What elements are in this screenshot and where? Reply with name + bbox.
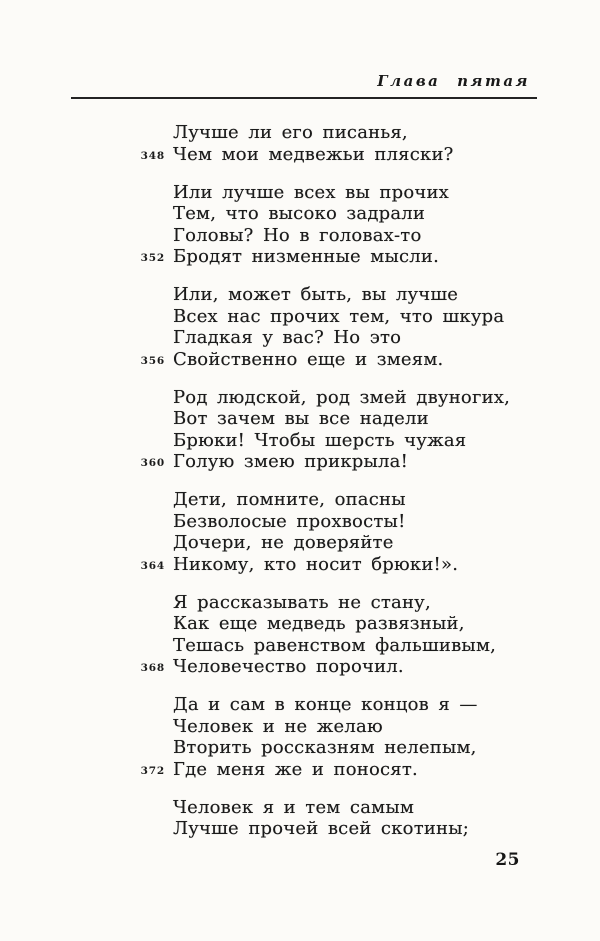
verse-text: Род людской, род змей двуногих, <box>173 386 511 408</box>
verse-text: Всех нас прочих тем, что шкура <box>173 305 505 327</box>
verse-line <box>0 225 600 247</box>
verse-text: Дети, помните, опасны <box>173 489 406 510</box>
verse-line <box>0 430 600 452</box>
verse-text: Бродят низменные мысли. <box>173 246 440 267</box>
verse-line <box>0 532 600 554</box>
poem-body <box>0 122 600 856</box>
verse-text: Где меня же и поносят. <box>173 758 418 780</box>
verse-line <box>0 635 600 657</box>
verse-text: Или, может быть, вы лучше <box>173 284 459 305</box>
verse-text: Головы? Но в головах-то <box>173 224 422 246</box>
verse-text: Гладкая у вас? Но это <box>173 327 402 348</box>
stanza <box>0 122 600 165</box>
stanza <box>0 387 600 473</box>
verse-line <box>0 759 600 781</box>
verse-line <box>0 511 600 533</box>
stanza <box>0 489 600 575</box>
verse-line <box>0 797 600 819</box>
verse-line-number: 356 <box>140 354 165 367</box>
page-number: 25 <box>495 850 520 870</box>
verse-line-number: 368 <box>140 662 165 674</box>
stanza <box>0 694 600 780</box>
verse-text: Человечество порочил. <box>173 656 404 677</box>
verse-text: Лучше ли его писанья, <box>173 122 408 143</box>
verse-text: Тешась равенством фальшивым, <box>173 634 497 656</box>
verse-line <box>0 182 600 204</box>
verse-line <box>0 122 600 144</box>
verse-text: Брюки! Чтобы шерсть чужая <box>173 429 467 451</box>
verse-text: Дочери, не доверяйте <box>173 532 394 553</box>
verse-text: Как еще медведь развязный, <box>173 613 465 634</box>
verse-line <box>0 327 600 349</box>
verse-line <box>0 144 600 166</box>
verse-line <box>0 451 600 473</box>
verse-line-number: 364 <box>140 559 165 572</box>
verse-text: Лучше прочей всей скотины; <box>173 818 470 839</box>
verse-text: Безволосые прохвосты! <box>173 510 406 532</box>
verse-text: Вторить россказням нелепым, <box>173 737 477 758</box>
verse-line <box>0 246 600 268</box>
verse-line <box>0 737 600 759</box>
stanza <box>0 284 600 370</box>
verse-line <box>0 284 600 306</box>
verse-line <box>0 306 600 328</box>
verse-line <box>0 489 600 511</box>
verse-line-number: 348 <box>140 149 165 162</box>
verse-line-number: 360 <box>140 457 165 469</box>
verse-line-number: 352 <box>140 252 165 264</box>
verse-text: Человек и не желаю <box>173 715 383 737</box>
verse-text: Никому, кто носит брюки!». <box>173 553 459 575</box>
verse-line <box>0 716 600 738</box>
verse-text: Свойственно еще и змеям. <box>173 348 444 370</box>
verse-line <box>0 656 600 678</box>
verse-text: Или лучше всех вы прочих <box>173 181 450 203</box>
stanza <box>0 182 600 268</box>
verse-text: Тем, что высоко задрали <box>173 203 426 224</box>
verse-text: Чем мои медвежьи пляски? <box>173 143 454 165</box>
verse-line <box>0 818 600 840</box>
header-rule <box>71 97 537 99</box>
verse-line <box>0 408 600 430</box>
verse-line-number: 372 <box>140 764 165 777</box>
verse-line <box>0 694 600 716</box>
verse-line <box>0 592 600 614</box>
verse-line <box>0 554 600 576</box>
verse-line <box>0 349 600 371</box>
verse-line <box>0 387 600 409</box>
chapter-running-head: Глава пятая <box>377 72 530 90</box>
verse-text: Человек я и тем самым <box>173 796 415 818</box>
verse-text: Вот зачем вы все надели <box>173 408 429 429</box>
verse-line <box>0 613 600 635</box>
verse-text: Голую змею прикрыла! <box>173 451 409 472</box>
stanza <box>0 797 600 840</box>
verse-text: Да и сам в конце концов я — <box>173 694 478 715</box>
stanza <box>0 592 600 678</box>
verse-line <box>0 203 600 225</box>
verse-text: Я рассказывать не стану, <box>173 591 431 613</box>
